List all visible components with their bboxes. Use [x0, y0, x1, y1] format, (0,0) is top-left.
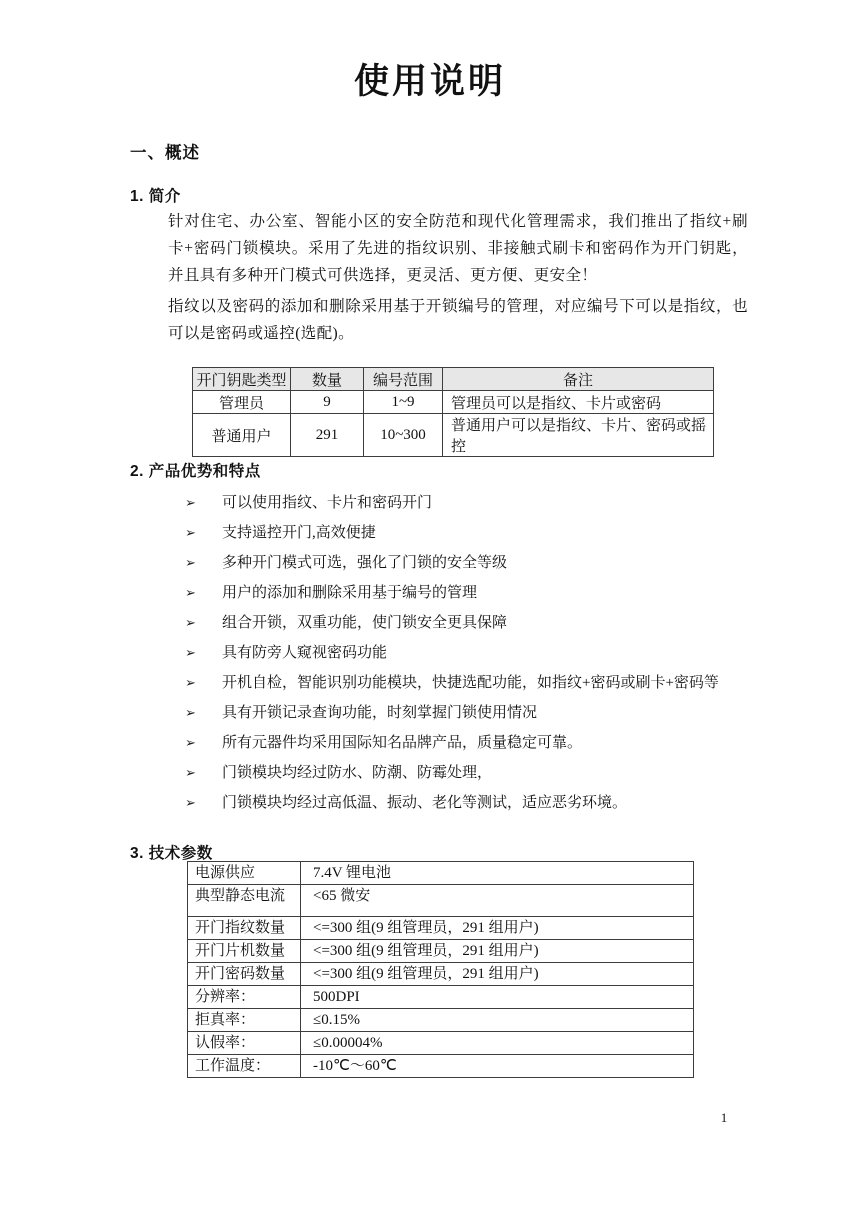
arrow-bullet-icon: ➢ [185, 705, 196, 720]
col-header-remark: 备注 [443, 368, 714, 391]
col-header-number-range: 编号范围 [364, 368, 443, 391]
spec-value: <=300 组(9 组管理员，291 组用户) [301, 963, 694, 986]
spec-label: 典型静态电流 [188, 885, 301, 917]
spec-label: 认假率： [188, 1032, 301, 1055]
list-item [185, 668, 785, 698]
cell-key-type: 管理员 [193, 391, 291, 414]
spec-row [188, 885, 694, 917]
feature-text: 用户的添加和删除采用基于编号的管理 [222, 585, 478, 601]
key-types-table [192, 367, 714, 457]
spec-value: <65 微安 [301, 885, 694, 917]
list-item [185, 788, 785, 818]
spec-row [188, 1009, 694, 1032]
spec-value: 500DPI [301, 986, 694, 1009]
list-item [185, 758, 785, 788]
arrow-bullet-icon: ➢ [185, 735, 196, 750]
list-item [185, 698, 785, 728]
spec-value: 7.4V 锂电池 [301, 862, 694, 885]
cell-number-range: 10~300 [364, 414, 443, 457]
spec-row [188, 1055, 694, 1078]
col-header-key-type: 开门钥匙类型 [193, 368, 291, 391]
feature-text: 门锁模块均经过防水、防潮、防霉处理， [222, 765, 493, 781]
arrow-bullet-icon: ➢ [185, 675, 196, 690]
arrow-bullet-icon: ➢ [185, 615, 196, 630]
spec-row [188, 1032, 694, 1055]
intro-paragraph-2: 指纹以及密码的添加和删除采用基于开锁编号的管理，对应编号下可以是指纹，也可以是密码或遥控(选配)。 [168, 298, 748, 342]
page-number: 1 [720, 1110, 728, 1125]
page-title: 使用说明 [353, 62, 506, 101]
cell-remark: 管理员可以是指纹、卡片或密码 [443, 391, 714, 414]
feature-list [185, 488, 785, 818]
feature-text: 组合开锁，双重功能，使门锁安全更具保障 [222, 615, 508, 631]
cell-key-type: 普通用户 [193, 414, 291, 457]
spec-label: 拒真率： [188, 1009, 301, 1032]
spec-value: ≤0.00004% [301, 1032, 694, 1055]
list-item [185, 638, 785, 668]
key-table-header-row [193, 368, 714, 391]
list-item [185, 728, 785, 758]
heading-overview: 一、概述 [130, 144, 200, 162]
spec-label: 开门片机数量 [188, 940, 301, 963]
feature-text: 多种开门模式可选，强化了门锁的安全等级 [222, 555, 508, 571]
spec-row [188, 917, 694, 940]
feature-text: 开机自检，智能识别功能模块，快捷选配功能，如指纹+密码或刷卡+密码等 [222, 675, 719, 691]
feature-text: 门锁模块均经过高低温、振动、老化等测试，适应恶劣环境。 [222, 795, 628, 811]
heading-specs: 3. 技术参数 [130, 845, 213, 862]
list-item [185, 518, 785, 548]
spec-label: 分辨率： [188, 986, 301, 1009]
spec-row [188, 986, 694, 1009]
arrow-bullet-icon: ➢ [185, 795, 196, 810]
feature-text: 支持遥控开门,高效便捷 [222, 525, 376, 541]
arrow-bullet-icon: ➢ [185, 555, 196, 570]
spec-value: <=300 组(9 组管理员，291 组用户) [301, 940, 694, 963]
cell-quantity: 291 [291, 414, 364, 457]
arrow-bullet-icon: ➢ [185, 645, 196, 660]
spec-label: 开门密码数量 [188, 963, 301, 986]
spec-row [188, 940, 694, 963]
feature-text: 可以使用指纹、卡片和密码开门 [222, 495, 433, 511]
spec-label: 电源供应 [188, 862, 301, 885]
feature-text: 所有元器件均采用国际知名品牌产品，质量稳定可靠。 [222, 735, 583, 751]
arrow-bullet-icon: ➢ [185, 765, 196, 780]
cell-remark: 普通用户可以是指纹、卡片、密码或摇控 [443, 414, 714, 457]
spec-row [188, 862, 694, 885]
spec-value: -10℃～60℃ [301, 1055, 694, 1078]
list-item [185, 488, 785, 518]
list-item [185, 548, 785, 578]
arrow-bullet-icon: ➢ [185, 585, 196, 600]
heading-features: 2. 产品优势和特点 [130, 463, 261, 480]
table-row [193, 414, 714, 457]
heading-intro: 1. 简介 [130, 188, 181, 205]
spec-label: 开门指纹数量 [188, 917, 301, 940]
list-item [185, 608, 785, 638]
spec-value: ≤0.15% [301, 1009, 694, 1032]
arrow-bullet-icon: ➢ [185, 525, 196, 540]
arrow-bullet-icon: ➢ [185, 495, 196, 510]
intro-paragraph-1: 针对住宅、办公室、智能小区的安全防范和现代化管理需求，我们推出了指纹+刷卡+密码门锁模块。采用了先进的指纹识别、非接触式刷卡和密码作为开门钥匙，并且具有多种开门模式可供选择，更灵活、更方便、更安全！ [168, 213, 748, 284]
list-item [185, 578, 785, 608]
col-header-quantity: 数量 [291, 368, 364, 391]
cell-number-range: 1~9 [364, 391, 443, 414]
specs-table [187, 861, 694, 1078]
spec-value: <=300 组(9 组管理员，291 组用户) [301, 917, 694, 940]
table-row [193, 391, 714, 414]
feature-text: 具有防旁人窥视密码功能 [222, 645, 388, 661]
spec-row [188, 963, 694, 986]
cell-quantity: 9 [291, 391, 364, 414]
spec-label: 工作温度： [188, 1055, 301, 1078]
feature-text: 具有开锁记录查询功能，时刻掌握门锁使用情况 [222, 705, 538, 721]
